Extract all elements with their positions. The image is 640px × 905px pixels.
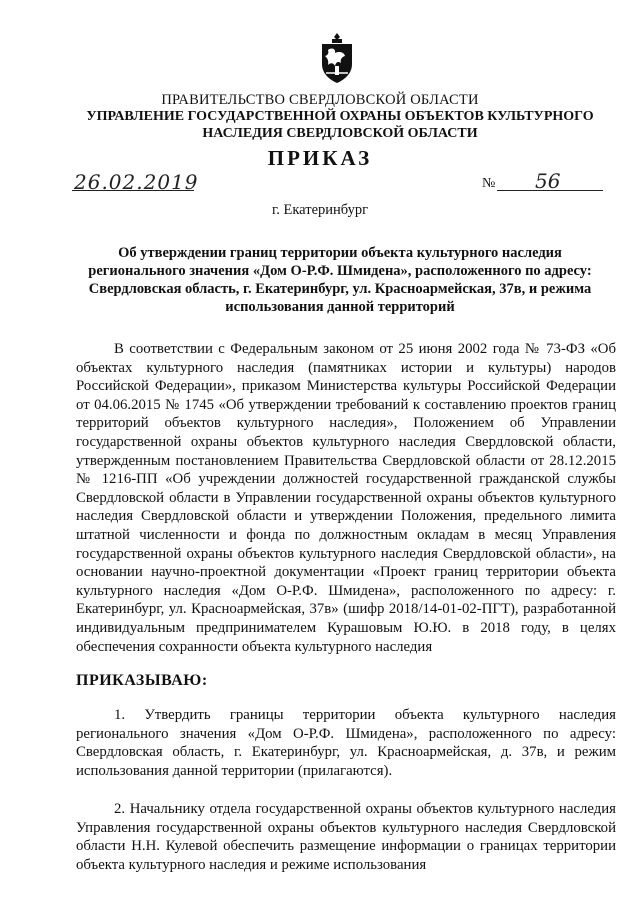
number-label: №: [482, 176, 496, 191]
order-directive-heading: ПРИКАЗЫВАЮ:: [76, 672, 208, 689]
order-item-1: 1. Утвердить границы территории объекта культурного наследия регионального значения «Дом О-Р.Ф. Шмидена», расположенного по адресу: Свердловская область, г. Екатеринбург, ул. Красноармейская, д. 37в, и режим использования данной территории (прилагаются).: [76, 707, 616, 779]
document-type-title: ПРИКАЗ: [267, 146, 373, 170]
date-underline: [72, 190, 194, 191]
order-date: 26.02.2019: [74, 170, 199, 194]
coat-of-arms-icon: [318, 32, 356, 84]
number-underline: [497, 190, 603, 191]
government-title: ПРАВИТЕЛЬСТВО СВЕРДЛОВСКОЙ ОБЛАСТИ: [161, 92, 479, 108]
preamble-paragraph: В соответствии с Федеральным законом от 25 июня 2002 года № 73-ФЗ «Об объектах культурного наследия (памятниках истории и культуры) народов Российской Федерации», приказом Министерства культуры Российской Федерации от 04.06.2015 № 1745 «Об утверждении требований к составлению проектов границ территорий объектов культурного наследия», Положением об Управлении государственной охраны объектов культурного наследия Свердловской области, утвержденным постановлением Правительства Свердловской области от 28.12.2015 № 1216-ПП «Об учреждении должностей государственной гражданской службы Свердловской области в Управлении государственной охраны объектов культурного наследия Свердловской области и утверждении Положения, предельного лимита штатной численности и фонда по должностным окладам в месяц Управления государственной охраны объектов культурного наследия Свердловской области», на основании научно-проектной документации «Проект границ территории объекта культурного наследия «Дом О-Р.Ф. Шмидена», расположенного по адресу: г. Екатеринбург, ул. Красноармейская, 37в» (шифр 2018/14-01-02-ПГТ), разработанной индивидуальным предпринимателем Курашовым Ю.Ю. в 2018 году, в целях обеспечения сохранности объекта культурного наследия: [76, 341, 616, 655]
city-line: г. Екатеринбург: [271, 202, 369, 218]
department-title: УПРАВЛЕНИЕ ГОСУДАРСТВЕННОЙ ОХРАНЫ ОБЪЕКТОВ КУЛЬТУРНОГО НАСЛЕДИЯ СВЕРДЛОВСКОЙ ОБЛАСТИ: [86, 109, 594, 141]
order-subject: Об утверждении границ территории объекта культурного наследия регионального значения «Дом О-Р.Ф. Шмидена», расположенного по адресу: Свердловская область, г. Екатеринбург, ул. Красноармейская, 37в, и режима использования данной территорий: [88, 245, 592, 315]
order-item-2: 2. Начальнику отдела государственной охраны объектов культурного наследия Управления государственной охраны объектов культурного наследия Свердловской области Н.Н. Кулевой обеспечить размещение информации о границах территории объекта культурного наследия и режиме использования: [76, 801, 616, 873]
order-number: 56: [535, 169, 561, 193]
